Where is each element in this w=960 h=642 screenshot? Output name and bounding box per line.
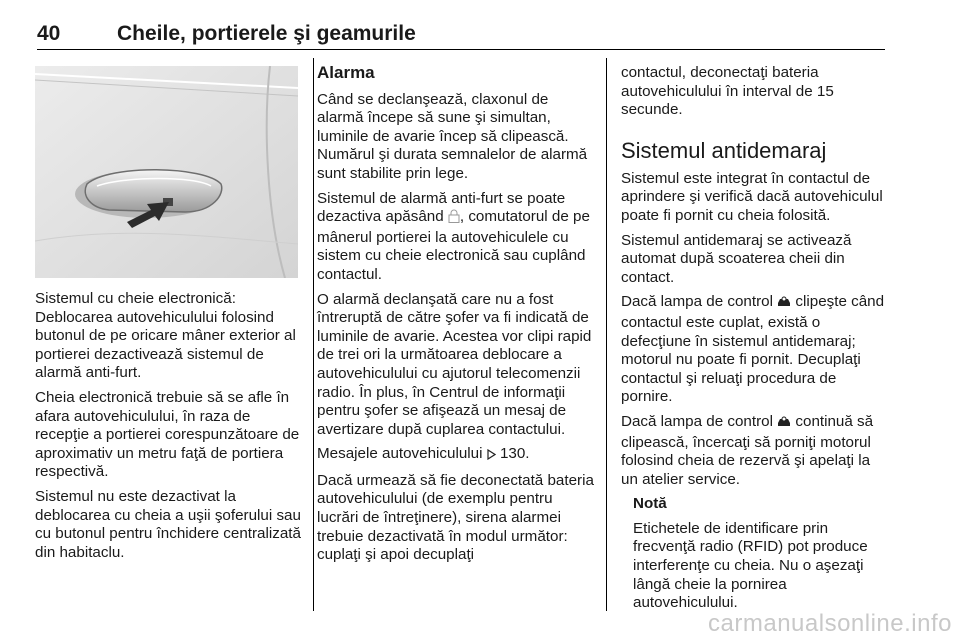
page-reference-link[interactable]: 130.	[499, 445, 530, 463]
column-divider-2	[606, 58, 607, 611]
chapter-title: Cheile, portierele şi geamurile	[117, 22, 416, 45]
watermark: carmanualsonline.info	[708, 610, 952, 637]
left-paragraph-2: Cheia electronică trebuie să se afle în afara autovehiculului, în raza de recepţie a portierei corespunzătoare de aproximativ un metru faţă de portiera respectivă.	[35, 388, 300, 481]
alarm-paragraph-2-start: Sistemul de alarmă anti-furt se poate dezactiva apăsând	[317, 189, 566, 226]
vehicle-messages-label: Mesajele autovehiculului	[317, 445, 487, 463]
right-paragraph-0: contactul, deconectaţi bateria autovehiculului în interval de 15 secunde.	[621, 64, 834, 119]
section-heading-alarm: Alarma	[317, 63, 375, 82]
note-box	[633, 495, 891, 613]
alarm-paragraph-1: Când se declanşează, claxonul de alarmă începe să sune şi simultan, luminile de avarie încep să clipească. Numărul şi durata semnalelor de alarmă sunt stabilite prin lege.	[317, 90, 588, 182]
note-text: Etichetele de identificare prin frecvenţă radio (RFID) pot produce interferenţe cu cheia. Nu o aşezaţi lângă cheie la pornirea autovehiculului.	[633, 519, 868, 612]
left-paragraph-3: Sistemul nu este dezactivat la deblocarea cu cheia a uşii şoferului sau cu butonul pentru închidere centralizată din habitaclu.	[35, 487, 301, 561]
page-number: 40	[37, 22, 61, 45]
car-key-lamp-icon	[777, 295, 791, 314]
triangle-reference-icon	[487, 447, 496, 466]
alarm-paragraph-5: Dacă urmează să fie deconectată bateria autovehiculului (de exemplu pentru lucrări de întreţinere), sirena alarmei trebuie dezactivată în modul următor: cuplaţi şi apoi decuplaţi	[317, 471, 594, 564]
immobiliser-paragraph-4-end: continuă să clipească, încercaţi să porniţi motorul folosind cheia de rezervă şi apelaţi la un atelier service.	[621, 412, 874, 488]
alarm-paragraph-3: O alarmă declanşată care nu a fost întreruptă de către şofer va fi indicată de luminile de avarie. Acestea vor clipi rapid de trei ori la următoarea deblocare a autovehiculului cu ajutorul telecomenzii radio. În plus, în Centrul de informaţii pentru şofer se afişează un mesaj de avertizare după cuplarea contactului.	[317, 290, 592, 438]
immobiliser-paragraph-4-start: Dacă lampa de control	[621, 412, 778, 430]
right-column	[621, 64, 891, 619]
middle-column	[317, 64, 595, 571]
section-heading-immobiliser: Sistemul antidemaraj	[621, 137, 827, 163]
immobiliser-paragraph-3-start: Dacă lampa de control	[621, 293, 778, 311]
lock-icon	[448, 209, 460, 229]
note-title: Notă	[633, 495, 667, 513]
alarm-paragraph-2-end: , comutatorul de pe mânerul portierei la autovehiculele cu sistem cu cheie electronică sau cuplând contactul.	[317, 208, 590, 283]
immobiliser-paragraph-3	[621, 293, 891, 407]
immobiliser-paragraph-1: Sistemul este integrat în contactul de aprindere şi verifică dacă autovehiculul poate fi pornit cu cheia folosită.	[621, 169, 883, 224]
immobiliser-paragraph-4	[621, 413, 891, 489]
immobiliser-paragraph-2: Sistemul antidemaraj se activează automat după scoaterea cheii din contact.	[621, 231, 852, 286]
header-divider	[37, 49, 885, 50]
door-handle-illustration	[35, 66, 298, 278]
immobiliser-paragraph-3-end: clipeşte când contactul este cuplat, există o defecţiune în sistemul antidemaraj; motorul nu poate fi pornit. Decuplaţi contactul şi reluaţi procedura de pornire.	[621, 293, 885, 406]
alarm-paragraph-4	[317, 445, 595, 466]
left-paragraph-1: Sistemul cu cheie electronică: Deblocarea autovehiculului folosind butonul de pe oricare mâner exterior al portierei dezactivează sistemul de alarmă anti-furt.	[35, 290, 296, 382]
alarm-paragraph-2	[317, 190, 595, 285]
column-divider-1	[313, 58, 314, 611]
door-handle-drawing	[35, 66, 298, 278]
page-header	[37, 22, 885, 48]
car-key-lamp-icon	[777, 415, 791, 434]
